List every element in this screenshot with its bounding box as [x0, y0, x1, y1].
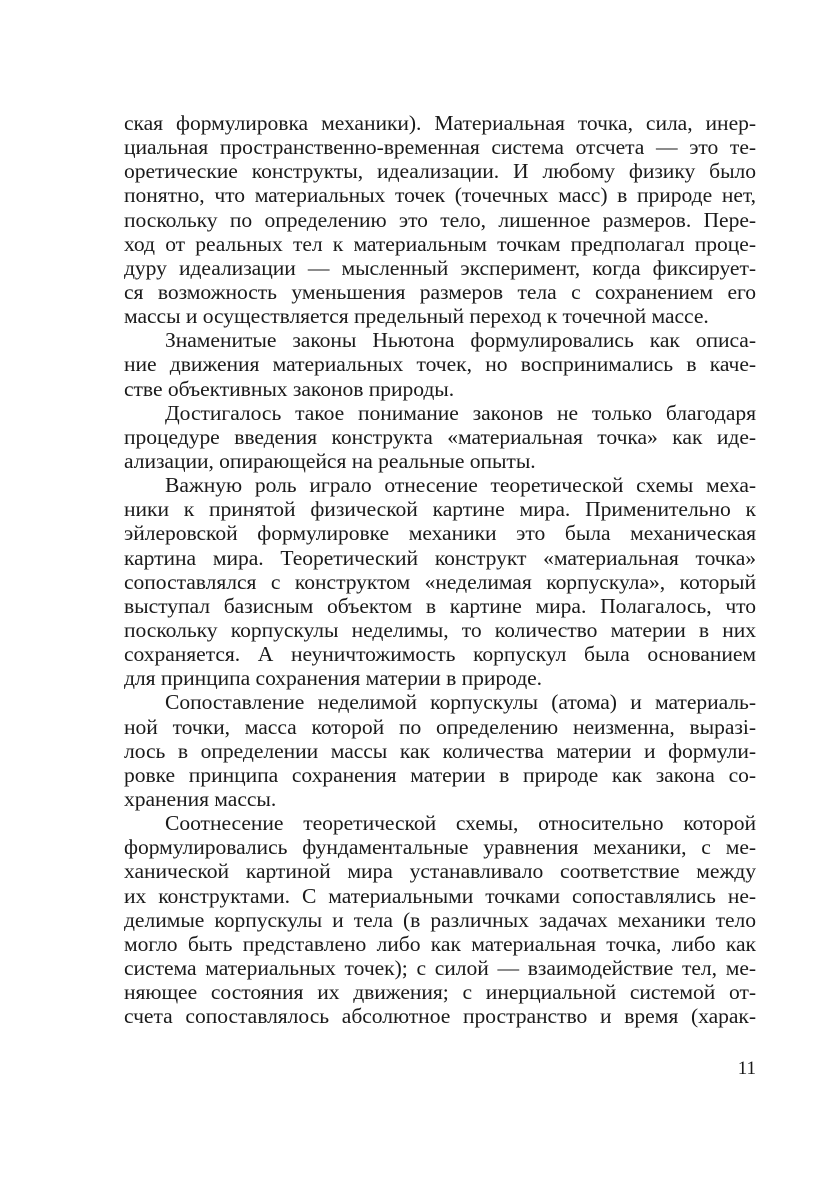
text-line: Сопоставление неделимой корпускулы (атома) и материаль- — [165, 690, 756, 715]
text-line: формулировались фундаментальные уравнения механики, с ме- — [124, 835, 756, 860]
text-line: ская формулировка механики). Материальная точка, сила, инер- — [124, 111, 756, 135]
text-line: лось в определении массы как количества материи и формули- — [124, 738, 756, 763]
paragraph-4 — [124, 473, 756, 690]
text-line: поскольку по определению это тело, лишенное размеров. Пере- — [124, 207, 756, 232]
text-line: Достигалось такое понимание законов не только благодаря — [165, 400, 756, 425]
text-line: ход от реальных тел к материальным точкам предполагал проце- — [124, 231, 756, 256]
text-line: могло быть представлено либо как материальная точка, либо как — [124, 931, 756, 956]
text-line: их конструктами. С материальными точками сопоставлялись не- — [124, 883, 756, 908]
page-number: 11 — [737, 1058, 756, 1079]
text-line: делимые корпускулы и тела (в различных задачах механики тело — [124, 907, 756, 932]
text-line: Знаменитые законы Ньютона формулировались как описа- — [165, 328, 756, 353]
text-line: ханической картиной мира устанавливало соответствие между — [124, 859, 756, 884]
text-line: ся возможность уменьшения размеров тела с сохранением его — [124, 279, 756, 304]
text-line: циальная пространственно-временная система отсчета — это те- — [124, 135, 756, 160]
text-line: процедуре введения конструкта «материальная точка» как иде- — [124, 424, 756, 449]
text-line: сопоставлялся с конструктом «неделимая корпускула», который — [124, 569, 756, 594]
text-line: няющее состояния их движения; с инерциальной системой от- — [124, 980, 756, 1005]
text-line: поскольку корпускулы неделимы, то количество материи в них — [124, 617, 756, 642]
text-line: система материальных точек); с силой — взаимодействие тел, ме- — [124, 955, 756, 980]
text-line: ализации, опирающейся на реальные опыты. — [124, 448, 536, 473]
text-line: выступал базисным объектом в картине мира. Полагалось, что — [124, 593, 756, 618]
paragraph-5 — [124, 690, 756, 811]
text-line: массы и осуществляется предельный переход к точечной массе. — [124, 304, 709, 329]
text-line: эйлеровской формулировке механики это была механическая — [124, 521, 756, 546]
text-line: ной точки, масса которой по определению неизменна, выразі- — [124, 714, 756, 739]
text-line: оретические конструкты, идеализации. И любому физику было — [124, 159, 756, 184]
text-line: Важную роль играло отнесение теоретической схемы меха- — [165, 473, 756, 498]
text-line: стве объективных законов природы. — [124, 376, 455, 401]
paragraph-2 — [124, 328, 756, 400]
text-line: понятно, что материальных точек (точечных масс) в природе нет, — [124, 183, 756, 208]
text-line: дуру идеализации — мысленный эксперимент, когда фиксирует- — [124, 255, 756, 280]
text-line: Соотнесение теоретической схемы, относительно которой — [165, 811, 756, 836]
text-line: ние движения материальных точек, но воспринимались в каче- — [124, 352, 756, 377]
text-line: сохраняется. А неуничтожимость корпускул была основанием — [124, 642, 756, 667]
text-line: картина мира. Теоретический конструкт «материальная точка» — [124, 545, 756, 570]
text-line: счета сопоставлялось абсолютное пространство и время (харак- — [124, 1004, 756, 1029]
body-text — [124, 111, 756, 1028]
paragraph-3 — [124, 401, 756, 473]
paragraph-1 — [124, 111, 756, 328]
text-line: для принципа сохранения материи в природе. — [124, 666, 543, 691]
paragraph-6 — [124, 811, 756, 1028]
text-line: ники к принятой физической картине мира. Применительно к — [124, 497, 756, 522]
text-line: ровке принципа сохранения материи в природе как закона со- — [124, 762, 756, 787]
text-line: хранения массы. — [124, 786, 277, 811]
